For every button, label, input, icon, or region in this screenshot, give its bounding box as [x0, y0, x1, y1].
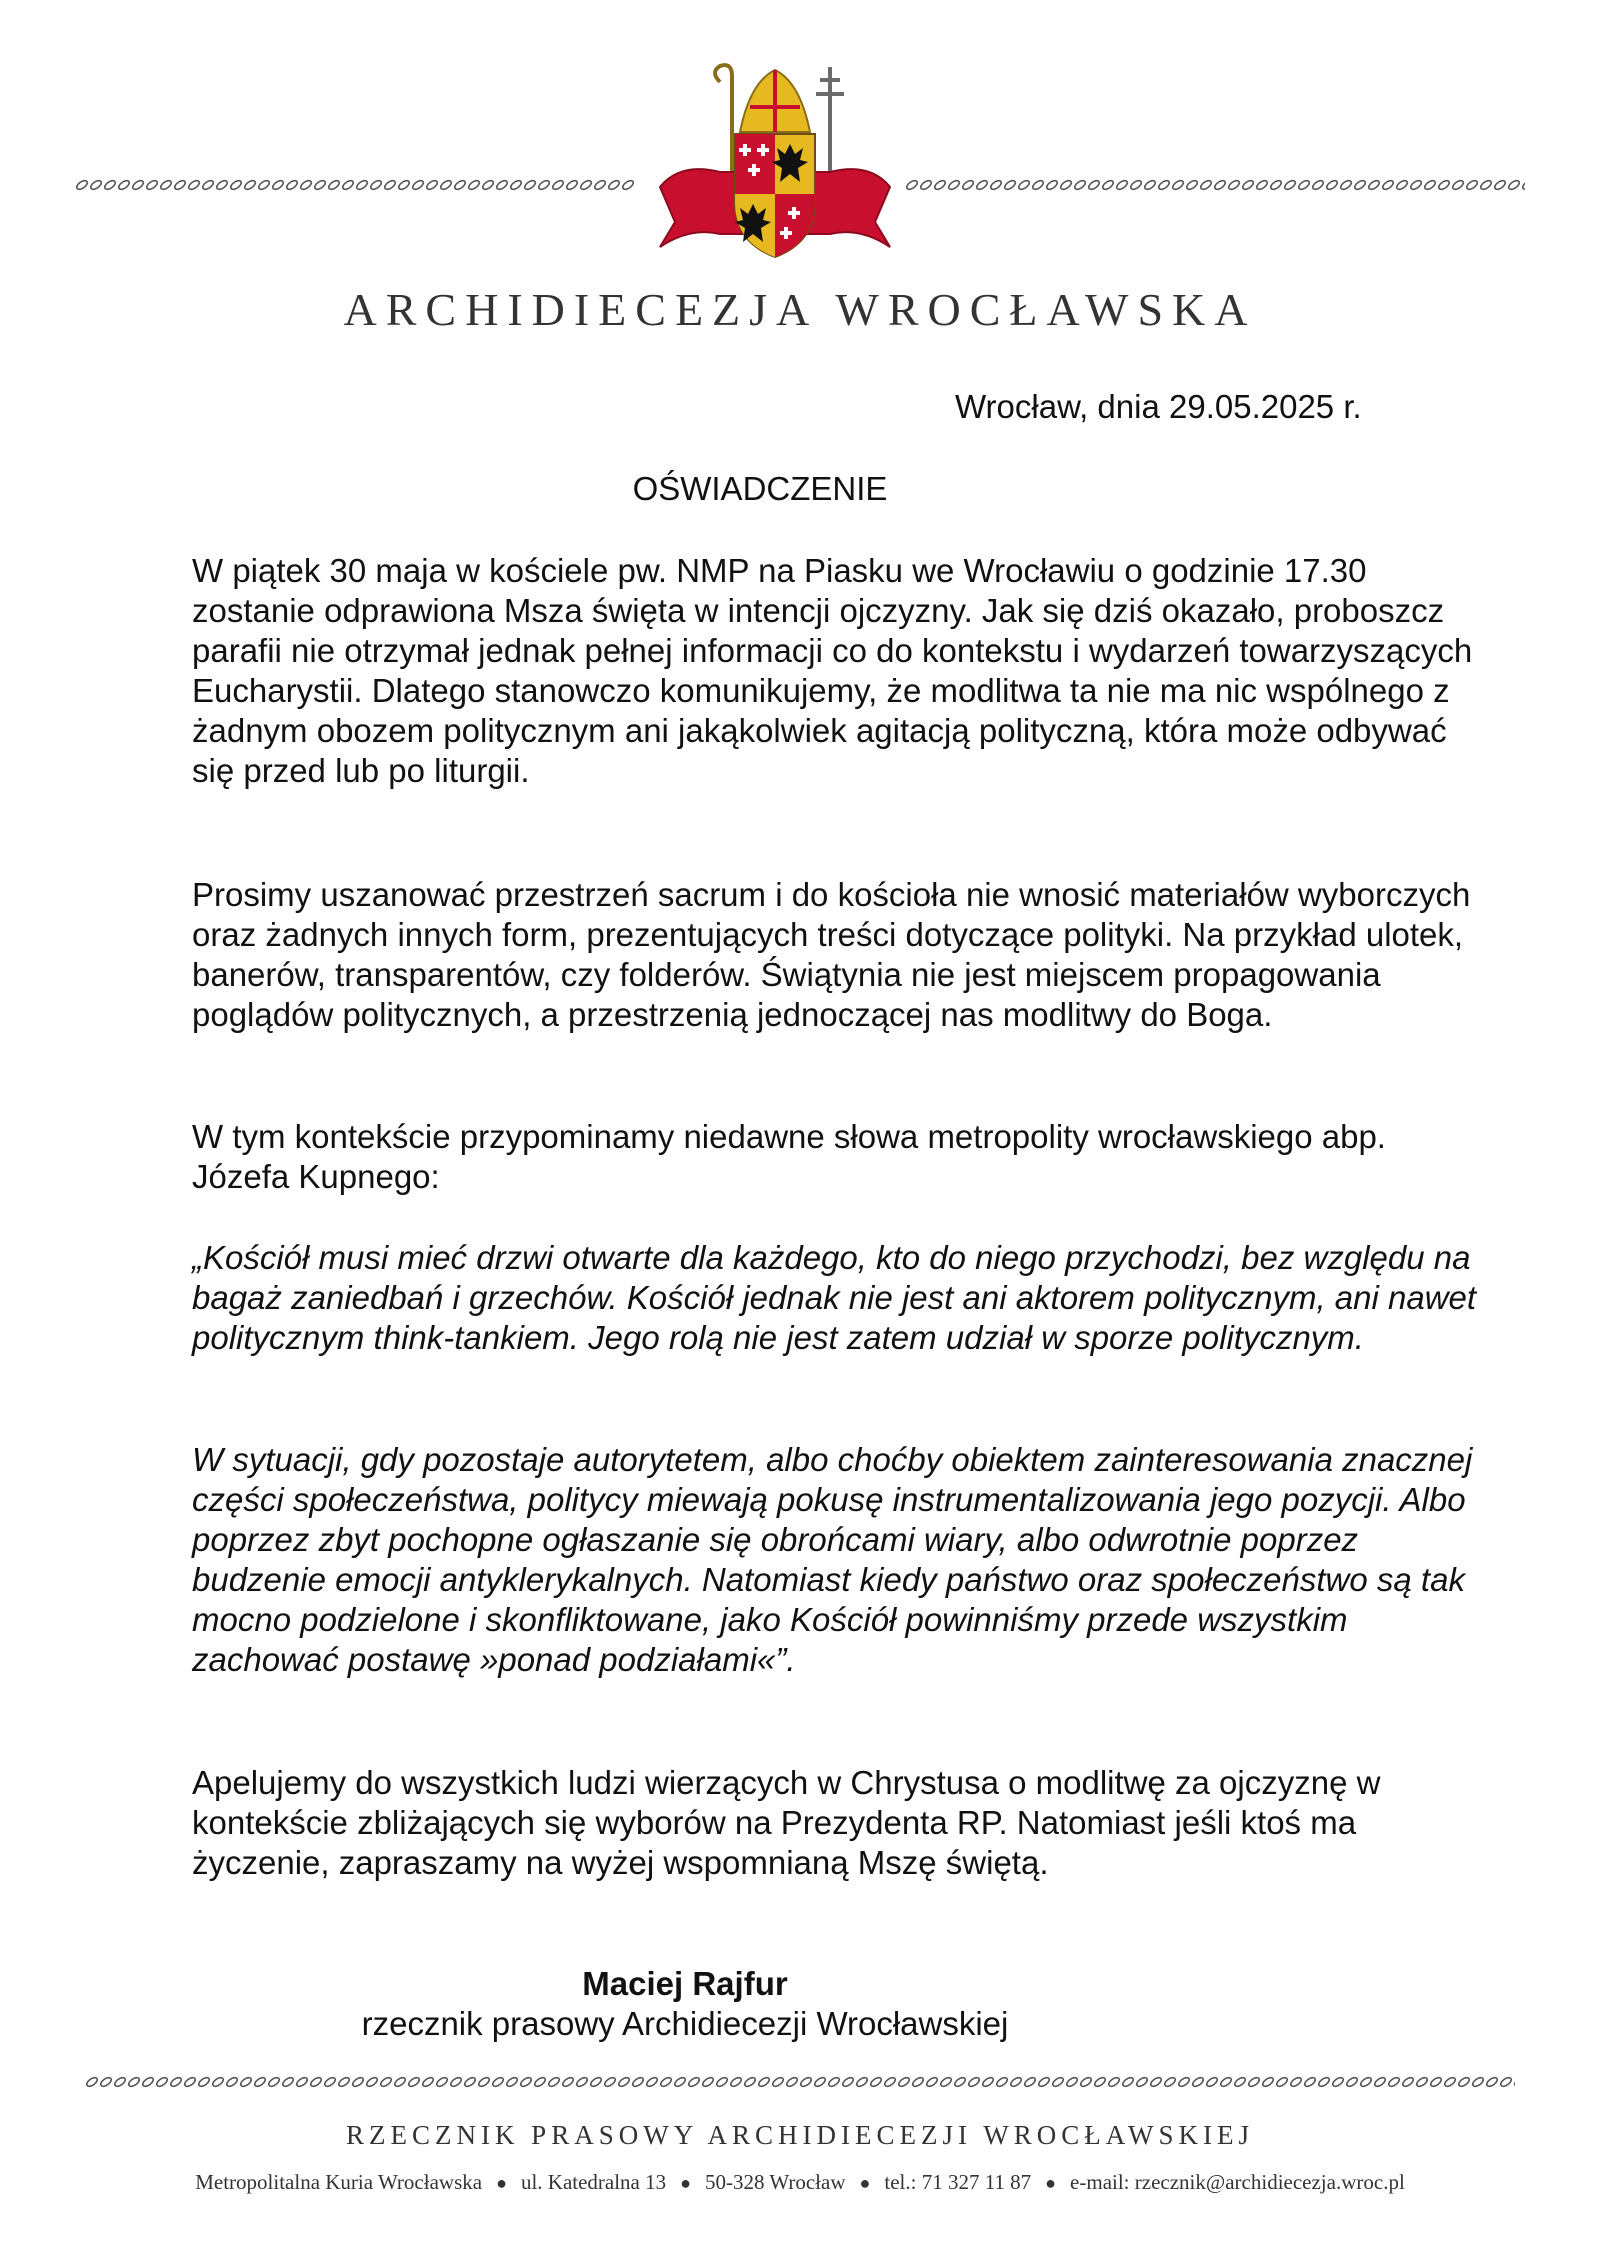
document-title: OŚWIADCZENIE: [632, 470, 888, 507]
rope-divider-right: [905, 178, 1525, 192]
footer-email-link[interactable]: e-mail: rzecznik@archidiecezja.wroc.pl: [1070, 2170, 1405, 2194]
bullet-separator: ●: [496, 2173, 507, 2193]
place-and-date: Wrocław, dnia 29.05.2025 r.: [955, 388, 1362, 425]
rope-divider-left: [75, 178, 635, 192]
footer-institution: Metropolitalna Kuria Wrocławska: [195, 2170, 483, 2194]
bullet-separator: ●: [680, 2173, 692, 2193]
rope-divider-footer: [85, 2075, 1515, 2089]
paragraph-2: Prosimy uszanować przestrzeń sacrum i do kościoła nie wnosić materiałów wyborczych oraz żadnych innych form, prezentujących treści dotyczące polityki. Na przykład ulotek, banerów, transparentów, czy folderów. Świątynia nie jest miejscem propagowania poglądów politycznych, a przestrzenią jednoczącej nas modlitwy do Boga.: [192, 876, 1471, 1033]
footer-address: ul. Katedralna 13: [520, 2170, 667, 2194]
paragraph-3: W tym kontekście przypominamy niedawne słowa metropolity wrocławskiego abp. Józefa Kupnego:: [192, 1118, 1386, 1195]
signature-name: Maciej Rajfur: [582, 1965, 788, 2002]
footer-contacts: [0, 2170, 1600, 2195]
footer-title: RZECZNIK PRASOWY ARCHIDIECEZJI WROCŁAWSKIEJ: [345, 2120, 1255, 2150]
organization-name: ARCHIDIECEZJA WROCŁAWSKA: [343, 284, 1257, 335]
footer-phone: tel.: 71 327 11 87: [884, 2170, 1032, 2194]
quote-paragraph-2: W sytuacji, gdy pozostaje autorytetem, albo choćby obiektem zainteresowania znacznej części społeczeństwa, politycy miewają pokusę instrumentalizowania jego pozycji. Albo poprzez zbyt pochopne ogłaszanie się obrońcami wiary, albo odwrotnie poprzez budzenie emocji antyklerykalnych. Natomiast kiedy państwo oraz społeczeństwo są tak mocno podzielone i skonfliktowane, jako Kościół powinniśmy przede wszystkim zachować postawę »ponad podziałami«”.: [192, 1441, 1473, 1678]
paragraph-4: Apelujemy do wszystkich ludzi wierzących w Chrystusa o modlitwę za ojczyznę w kontekście zbliżających się wyborów na Prezydenta RP. Natomiast jeśli ktoś ma życzenie, zapraszamy na wyżej wspomnianą Mszę świętą.: [192, 1764, 1381, 1881]
footer-postal-code: 50-328 Wrocław: [705, 2170, 846, 2194]
signature-role: rzecznik prasowy Archidiecezji Wrocławskiej: [361, 2005, 1009, 2042]
quote-paragraph-1: „Kościół musi mieć drzwi otwarte dla każdego, kto do niego przychodzi, bez względu na bagaż zaniedbań i grzechów. Kościół jednak nie jest ani aktorem politycznym, ani nawet politycznym think-tankiem. Jego rolą nie jest zatem udział w sporze politycznym.: [192, 1239, 1477, 1356]
bullet-separator: ●: [859, 2173, 871, 2193]
archdiocese-coat-of-arms-icon: [640, 62, 910, 262]
bullet-separator: ●: [1045, 2173, 1057, 2193]
paragraph-1: W piątek 30 maja w kościele pw. NMP na Piasku we Wrocławiu o godzinie 17.30 zostanie odprawiona Msza święta w intencji ojczyzny. Jak się dziś okazało, proboszcz parafii nie otrzymał jednak pełnej informacji co do kontekstu i wydarzeń towarzyszących Eucharystii. Dlatego stanowczo komunikujemy, że modlitwa ta nie ma nic wspólnego z żadnym obozem politycznym ani jakąkolwiek agitacją polityczną, która może odbywać się przed lub po liturgii.: [192, 552, 1473, 789]
